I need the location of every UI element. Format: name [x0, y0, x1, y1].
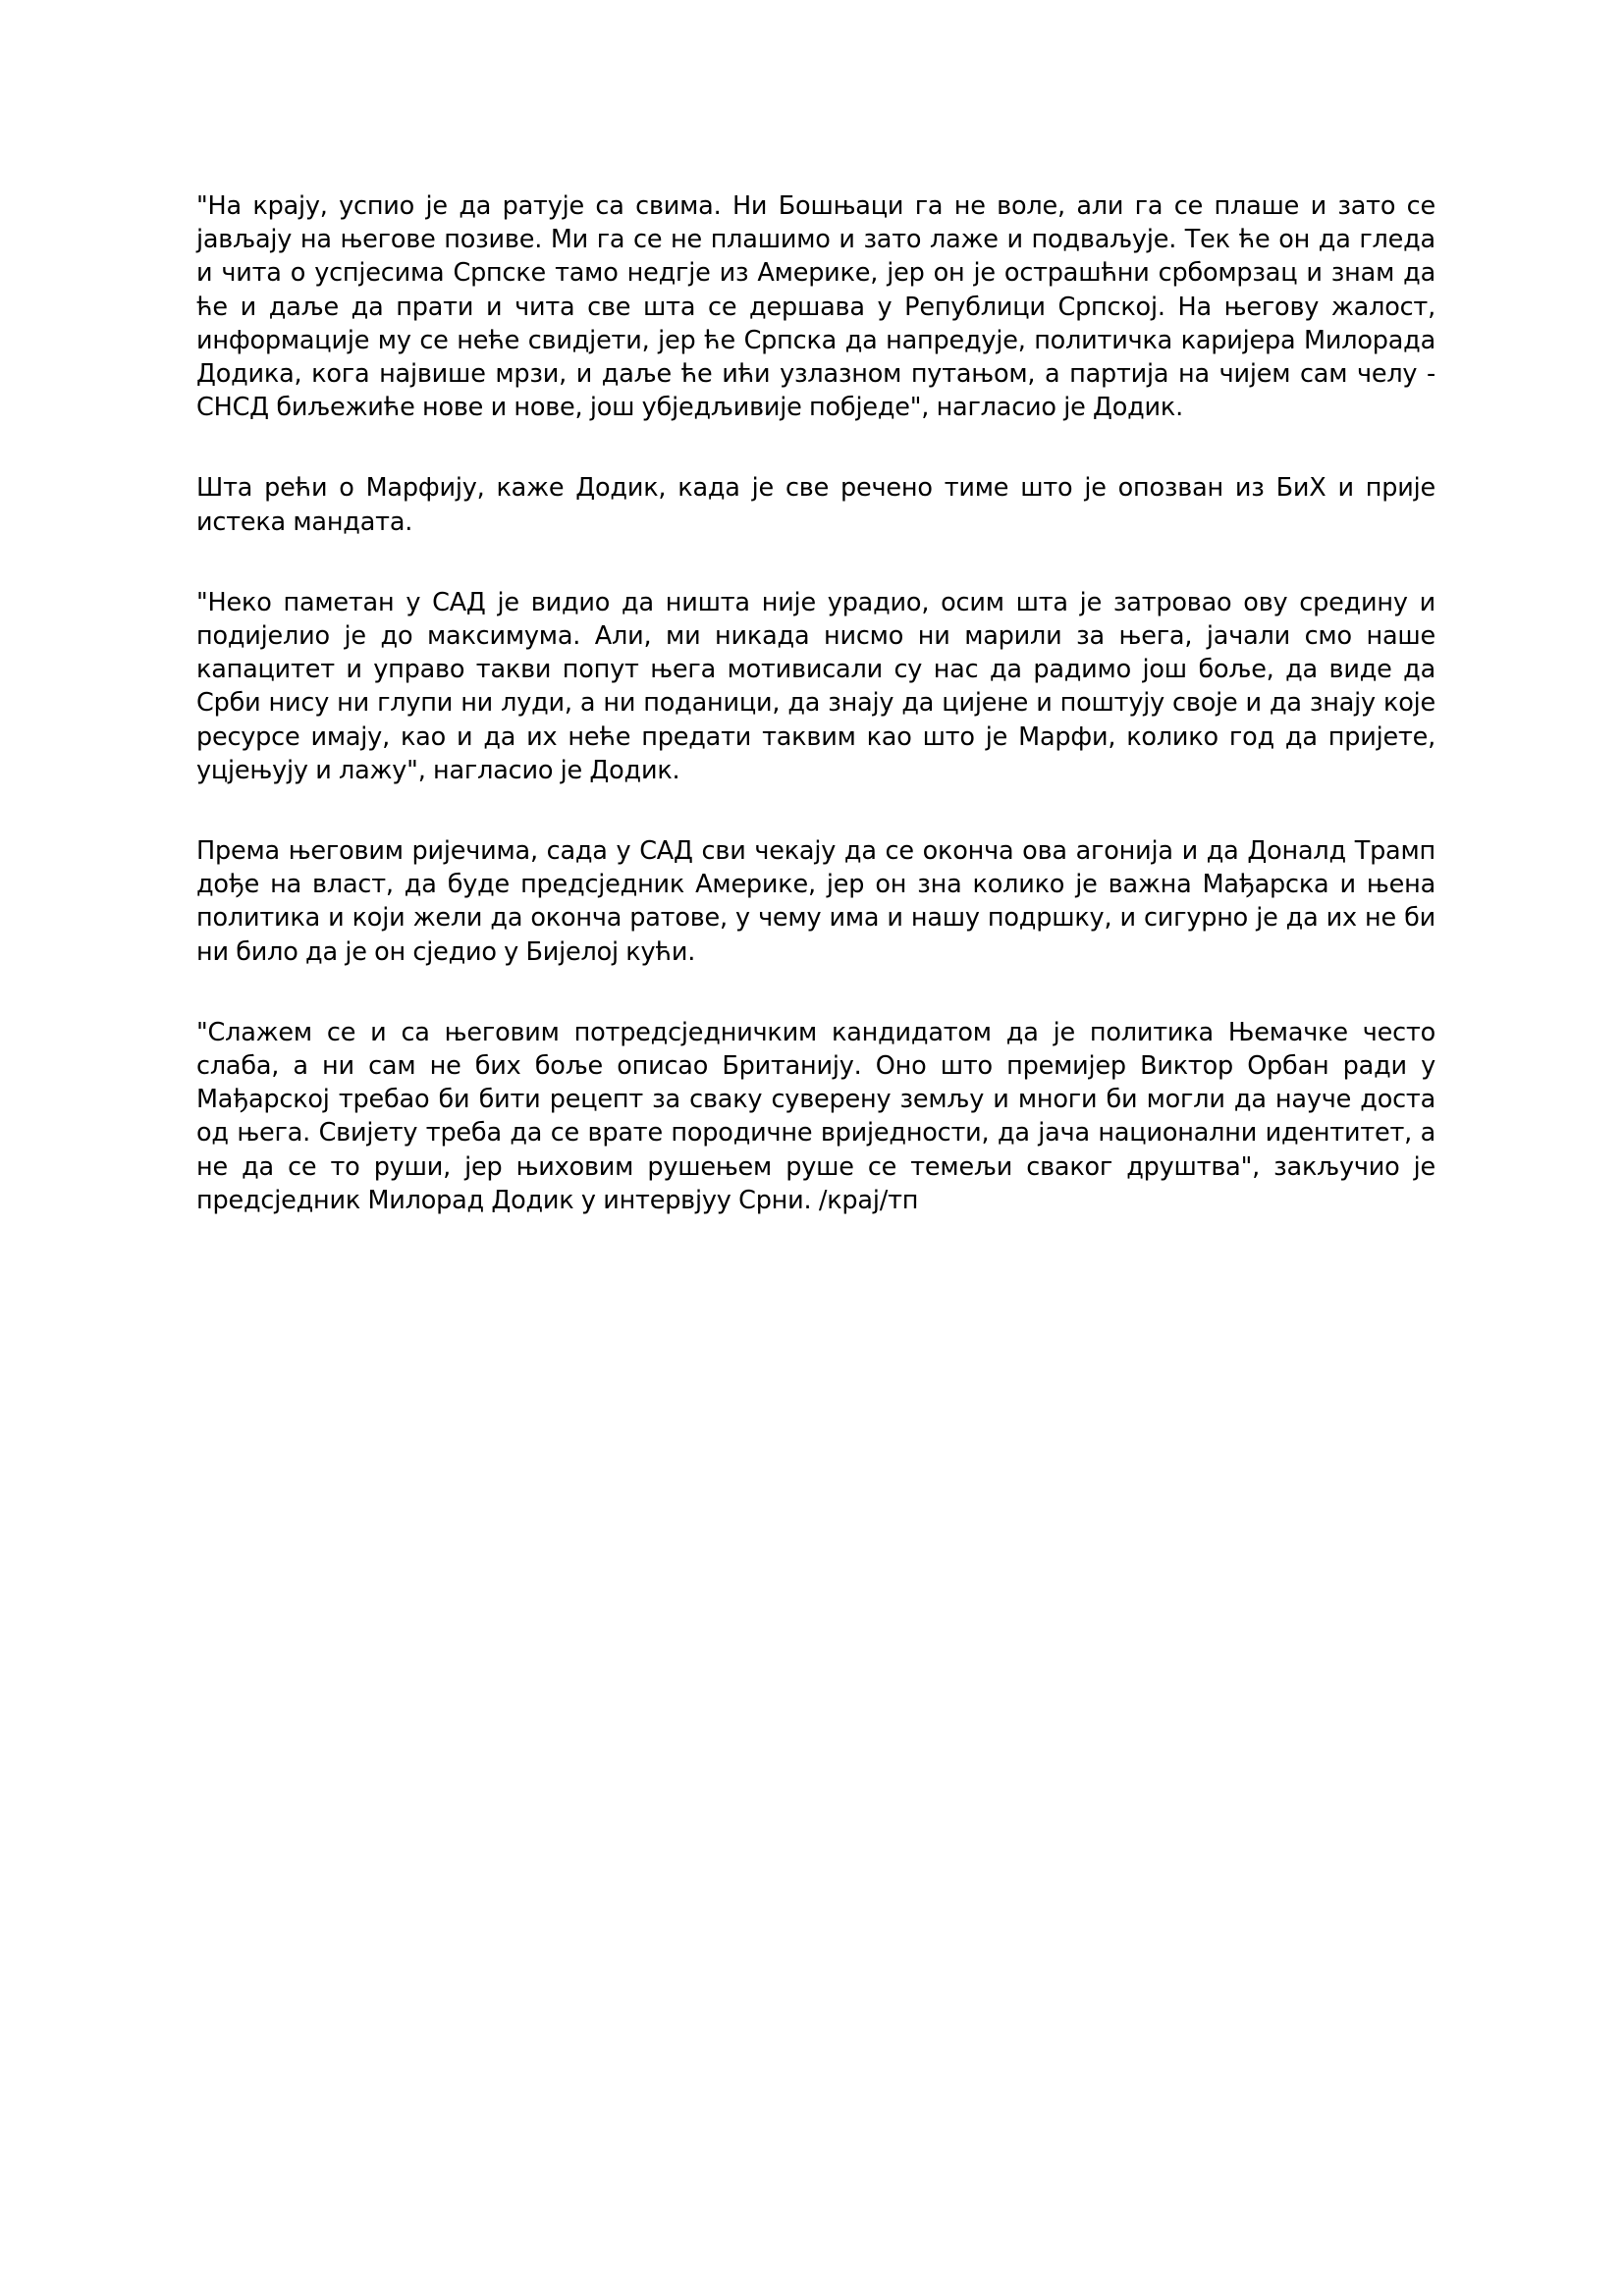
paragraph-1: "На крају, успио је да ратује са свима. Ни Бошњаци га не воле, али га се плаше и зато се јављају на његове позиве. Ми га се не плашимо и зато лаже и подваљује. Тек ће он да гледа и чита о успјесима Српске тамо недгје из Америке, јер он је острашћни србомрзац и знам да ће и даље да прати и чита све шта се дершава у Републици Српској. На његову жалост, информације му се неће свидјети, јер ће Српска да напредује, политичка каријера Милорада Додика, кога највише мрзи, и даље ће ићи узлазном путањом, а партија на чијем сам челу - СНСД биљежиће нове и нове, још убједљивије побједе", нагласио је Додик. — [196, 191, 1435, 423]
paragraph-5: "Слажем се и са његовим потредсједничким кандидатом да је политика Њемачке често слаба, а ни сам не бих боље описао Британију. Оно што премијер Виктор Орбан ради у Мађарској требао би бити рецепт за сваку суверену земљу и многи би могли да науче доста од њега. Свијету треба да се врате породичне вриједности, да јача национални идентитет, а не да се то руши, јер њиховим рушењем руше се темељи сваког друштва", закључио је предсједник Милорад Додик у интервјуу Срни. /крај/тп — [196, 1017, 1435, 1215]
paragraph-2: Шта рећи о Марфију, каже Додик, када је све речено тиме што је опозван из БиХ и прије истека мандата. — [196, 473, 1435, 537]
article-body — [196, 189, 1435, 1217]
paragraph-3: "Неко паметан у САД је видио да ништа није урадио, осим шта је затровао ову средину и подијелио је до максимума. Али, ми никада нисмо ни марили за њега, јачали смо наше капацитет и управо такви попут њега мотивисали су нас да радимо још боље, да виде да Срби нису ни глупи ни луди, а ни поданици, да знају да цијене и поштују своје и да знају које ресурсе имају, као и да их неће предати таквим као што је Марфи, колико год да пријете, уцјењују и лажу", нагласио је Додик. — [196, 587, 1435, 785]
paragraph-4: Према његовим ријечима, сада у САД сви чекају да се оконча ова агонија и да Доналд Трамп дође на власт, да буде предсједник Америке, јер он зна колико је важна Мађарска и њена политика и који жели да оконча ратове, у чему има и нашу подршку, и сигурно је да их не би ни било да је он сједио у Бијелој кући. — [196, 836, 1435, 967]
